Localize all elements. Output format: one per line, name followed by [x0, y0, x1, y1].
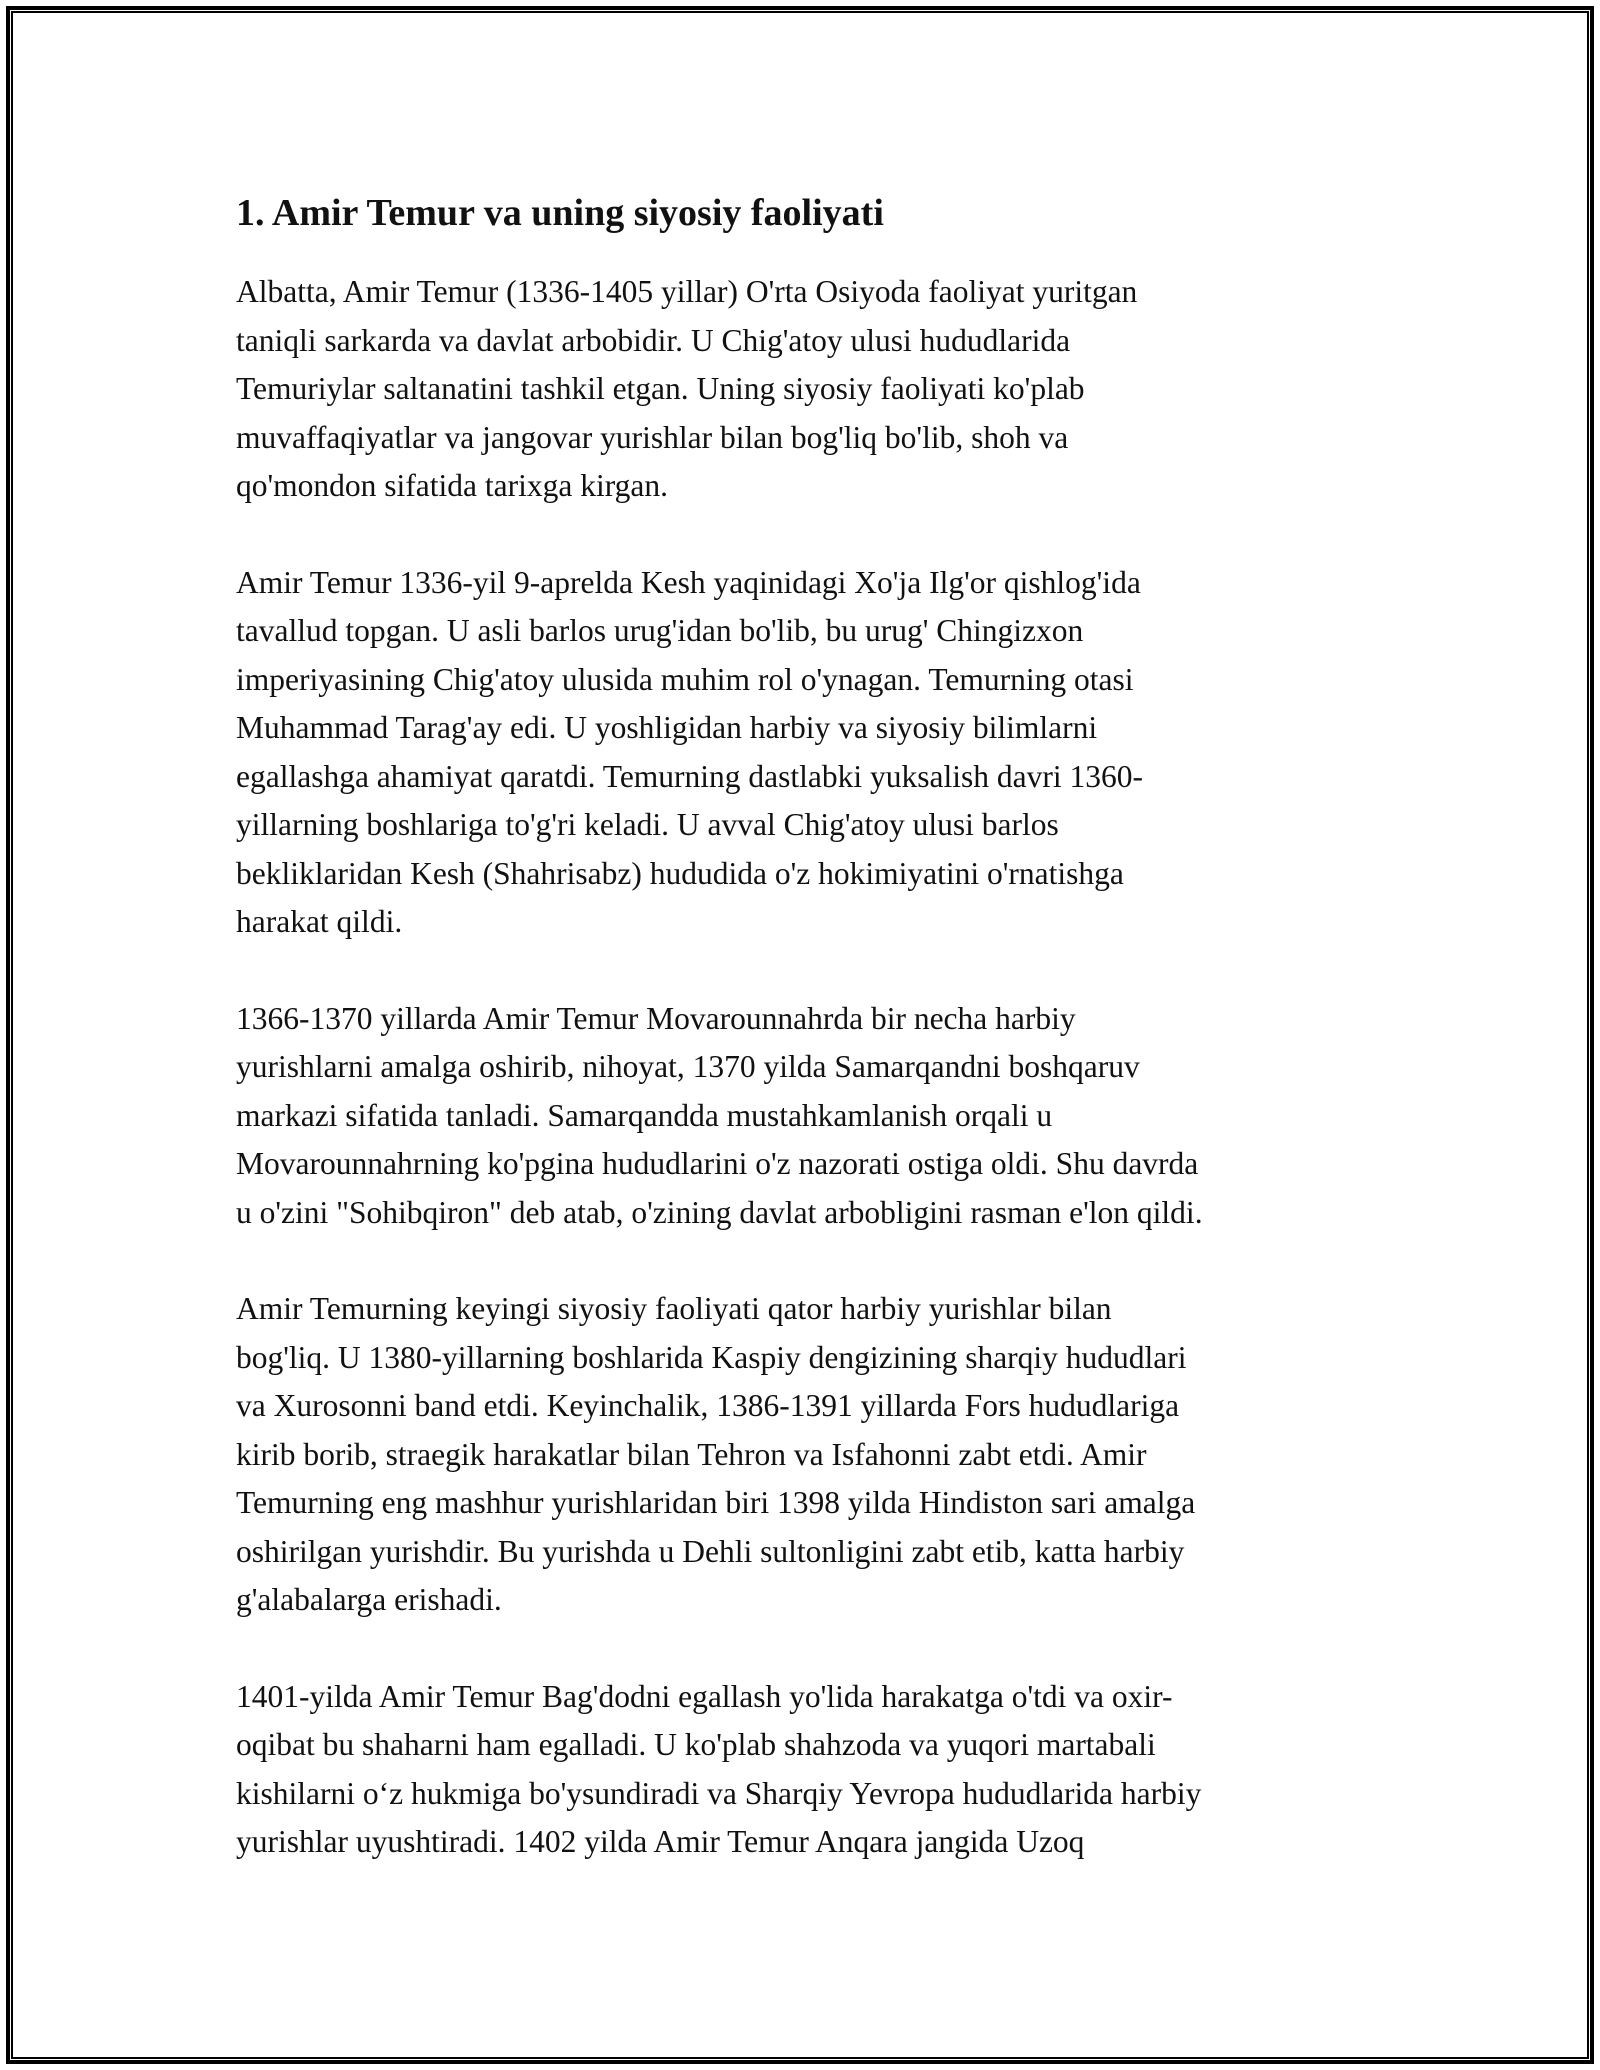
paragraph-line: Temuriylar saltanatini tashkil etgan. Uning siyosiy faoliyati ko'plab	[236, 371, 1085, 406]
paragraph-line: g'alabalarga erishadi.	[236, 1582, 502, 1617]
paragraph-line: muvaffaqiyatlar va jangovar yurishlar bilan bog'liq bo'lib, shoh va	[236, 419, 1069, 455]
paragraph-line: 1401-yilda Amir Temur Bag'dodni egallash yo'lida harakatga o'tdi va oxir-	[236, 1678, 1173, 1714]
paragraph-line: va Xurosonni band etdi. Keyinchalik, 1386-1391 yillarda Fors hududlariga	[236, 1388, 1180, 1423]
paragraph-line: egallashga ahamiyat qaratdi. Temurning dastlabki yuksalish davri 1360-	[236, 758, 1143, 794]
paragraph-line: kirib borib, straegik harakatlar bilan Tehron va Isfahonni zabt etdi. Amir	[236, 1436, 1147, 1472]
paragraph-line: tavallud topgan. U asli barlos urug'idan bo'lib, bu urug' Chingizxon	[236, 613, 1084, 648]
paragraph	[236, 1285, 1366, 1625]
paragraph	[236, 1673, 1366, 1867]
paragraph-line: markazi sifatida tanladi. Samarqandda mustahkamlanish orqali u	[236, 1097, 1053, 1133]
document-heading: 1. Amir Temur va uning siyosiy faoliyati	[236, 192, 884, 234]
paragraph-line: Amir Temurning keyingi siyosiy faoliyati qator harbiy yurishlar bilan	[236, 1291, 1112, 1326]
paragraph-line: imperiyasining Chig'atoy ulusida muhim rol o'ynagan. Temurning otasi	[236, 661, 1134, 697]
paragraph-line: Albatta, Amir Temur (1336-1405 yillar) O'rta Osiyoda faoliyat yuritgan	[236, 274, 1138, 309]
paragraph	[236, 559, 1366, 947]
paragraph-line: harakat qildi.	[236, 904, 403, 939]
paragraph	[236, 268, 1366, 511]
paragraph-line: yillarning boshlariga to'g'ri keladi. U avval Chig'atoy ulusi barlos	[236, 807, 1059, 842]
paragraph-line: taniqli sarkarda va davlat arbobidir. U Chig'atoy ulusi hududlarida	[236, 322, 1071, 358]
paragraph-line: Muhammad Tarag'ay edi. U yoshligidan harbiy va siyosiy bilimlarni	[236, 710, 1098, 745]
paragraph-line: u o'zini "Sohibqiron" deb atab, o'zining davlat arbobligini rasman e'lon qildi.	[236, 1194, 1203, 1230]
paragraph-line: Amir Temur 1336-yil 9-aprelda Kesh yaqinidagi Xo'ja Ilg'or qishlog'ida	[236, 564, 1141, 600]
paragraph-line: Temurning eng mashhur yurishlaridan biri 1398 yilda Hindiston sari amalga	[236, 1485, 1196, 1520]
paragraph-line: qo'mondon sifatida tarixga kirgan.	[236, 468, 669, 503]
paragraph-line: oshirilgan yurishdir. Bu yurishda u Dehli sultonligini zabt etib, katta harbiy	[236, 1533, 1185, 1569]
paragraph-line: kishilarni o‘z hukmiga bo'ysundiradi va Sharqiy Yevropa hududlarida harbiy	[236, 1775, 1202, 1811]
paragraph-line: 1366-1370 yillarda Amir Temur Movarounnahrda bir necha harbiy	[236, 1000, 1076, 1036]
paragraph	[236, 995, 1366, 1238]
paragraph-line: yurishlarni amalga oshirib, nihoyat, 1370 yilda Samarqandni boshqaruv	[236, 1049, 1140, 1084]
paragraph-line: bekliklaridan Kesh (Shahrisabz) hududida o'z hokimiyatini o'rnatishga	[236, 855, 1124, 891]
document-body	[236, 188, 1366, 1915]
paragraph-line: oqibat bu shaharni ham egalladi. U ko'plab shahzoda va yuqori martabali	[236, 1727, 1156, 1762]
paragraph-line: Movarounnahrning ko'pgina hududlarini o'z nazorati ostiga oldi. Shu davrda	[236, 1146, 1199, 1181]
paragraph-list	[236, 268, 1366, 1867]
paragraph-line: bog'liq. U 1380-yillarning boshlarida Kaspiy dengizining sharqiy hududlari	[236, 1339, 1187, 1375]
paragraph-line: yurishlar uyushtiradi. 1402 yilda Amir Temur Anqara jangida Uzoq	[236, 1824, 1085, 1859]
